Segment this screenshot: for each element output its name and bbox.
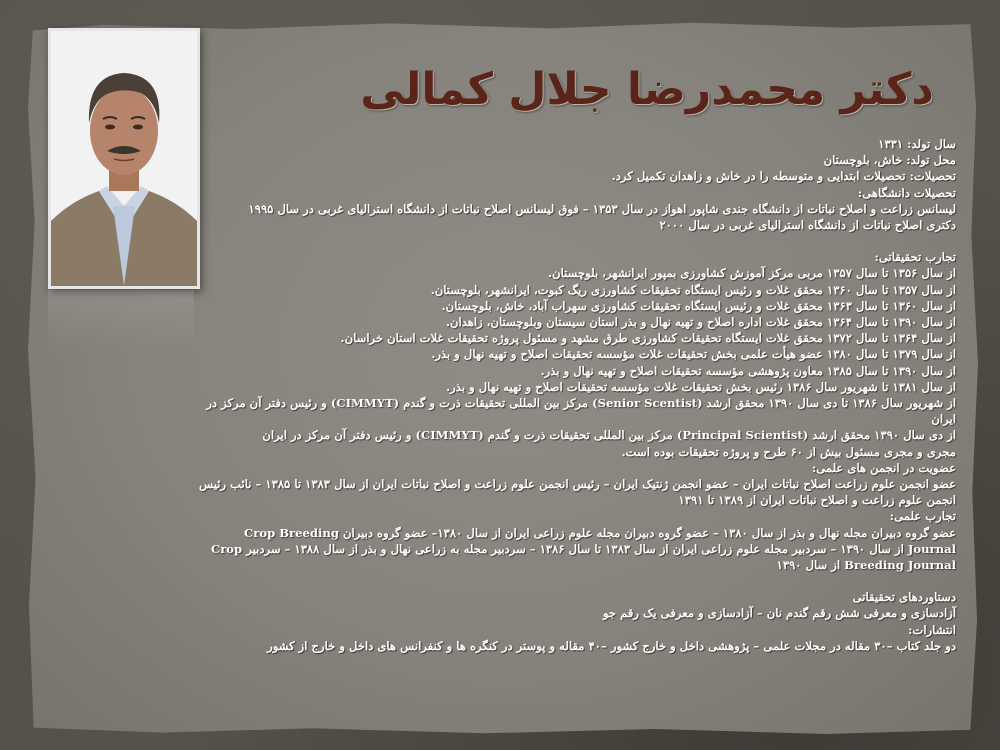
page-title: دکتر محمدرضا جلال کمالی <box>360 64 934 115</box>
experience-item: از سال ۱۳۵۶ تا سال ۱۳۵۷ مربی مرکز آموزش کشاورزی بمپور ایرانشهر، بلوچستان. <box>548 266 956 281</box>
birth-year-line: سال تولد: ۱۳۳۱ <box>878 137 956 151</box>
research-experience-heading: تجارب تحقیقاتی: <box>874 250 956 265</box>
experience-item: از سال ۱۳۷۹ تا سال ۱۳۸۰ عضو هیأت علمی بخش تحقیقات غلات مؤسسه تحقیقات اصلاح و تهیه نهال و بذر. <box>431 347 956 362</box>
experience-item: از سال ۱۳۹۰ تا سال ۱۳۸۵ معاون پژوهشی مؤسسه تحقیقات اصلاح و تهیه نهال و بذر. <box>540 363 956 378</box>
editorial-text: عضو گروه دبیران مجله نهال و بذر از سال ۱۳۸۰ – عضو گروه دبیران مجله علوم زراعی ایران از سال ۱۳۸۰– عضو گروه دبیران Crop Breeding Journal از سال ۱۳۹۰ – سردبیر مجله علوم زراعی ایران از سال ۱۳۸۳ تا سال ۱۳۸۶ – سردبیر مجله به زراعی نهال و بذر از سال ۱۳۸۸ – سردبیر Crop Breeding Journal از سال ۱۳۹۰ <box>210 525 956 573</box>
experience-item: از دی سال ۱۳۹۰ محقق ارشد (Principal Scientist) مرکز بین المللی تحقیقات ذرت و گندم (CIMMYT) و رئیس دفتر آن مرکز در ایران <box>262 428 956 443</box>
portrait-illustration <box>51 31 197 286</box>
photo-reflection <box>48 290 194 350</box>
achievements-text: آزادسازی و معرفی شش رقم گندم نان – آزادسازی و معرفی یک رقم جو <box>602 606 956 621</box>
achievements-heading: دستاوردهای تحقیقاتی <box>852 590 956 605</box>
portrait-photo <box>48 28 200 289</box>
experience-item: از سال ۱۳۶۰ تا سال ۱۳۶۳ محقق غلات و رئیس ایستگاه تحقیقات کشاورزی سهراب آباد، خاش، بلوچستان. <box>441 298 956 313</box>
experience-item: از شهریور سال ۱۳۸۶ تا دی سال ۱۳۹۰ محقق ارشد (Senior Scentist) مرکز بین المللی تحقیقات ذرت و گندم (CIMMYT) و رئیس دفتر آن مرکز در ایران <box>206 396 956 427</box>
university-education-heading: تحصیلات دانشگاهی: <box>857 185 956 200</box>
projects-line: مجری و مجری مسئول بیش از ۶۰ طرح و پروژه تحقیقات بوده است. <box>621 444 956 459</box>
publications-heading: انتشارات: <box>908 622 956 637</box>
birthplace-line: محل تولد: خاش، بلوچستان <box>823 153 956 168</box>
biography-text <box>196 136 956 654</box>
scientific-experience-heading: تجارب علمی: <box>889 509 956 524</box>
experience-item: از سال ۱۳۸۱ تا شهریور سال ۱۳۸۶ رئیس بخش تحقیقات غلات مؤسسه تحقیقات اصلاح و تهیه نهال و بذر. <box>446 379 956 394</box>
memberships-text: عضو انجمن علوم زراعت اصلاح نباتات ایران – عضو انجمن ژنتیک ایران – رئیس انجمن علوم زراعت و اصلاح نباتات ایران از سال ۱۳۸۳ تا ۱۳۸۵ – نائب رئیس انجمن علوم زراعت و اصلاح نباتات ایران از ۱۳۸۹ تا ۱۳۹۱ <box>198 477 956 508</box>
degree-line: لیسانس زراعت و اصلاح نباتات از دانشگاه جندی شاپور اهواز در سال ۱۳۵۳ – فوق لیسانس اصلاح نباتات از دانشگاه استرالیای غربی در سال ۱۹۹۵ <box>248 201 956 216</box>
phd-line: دکتری اصلاح نباتات از دانشگاه استرالیای غربی در سال ۲۰۰۰ <box>659 218 956 233</box>
spacer <box>196 573 956 589</box>
education-line: تحصیلات: تحصیلات ابتدایی و متوسطه را در خاش و زاهدان تکمیل کرد. <box>611 169 956 184</box>
experience-item: از سال ۱۳۶۴ تا سال ۱۳۷۲ محقق غلات ایستگاه تحقیقات کشاورزی طرق مشهد و مسئول پروژه تحقیقات غلات استان خراسان. <box>340 331 956 346</box>
memberships-heading: عضویت در انجمن های علمی: <box>811 460 956 475</box>
spacer <box>196 233 956 249</box>
publications-text: دو جلد کتاب –۳۰ مقاله در مجلات علمی – پژوهشی داخل و خارج کشور –۴۰ مقاله و پوستر در کنگره ها و کنفرانس های داخل و خارج از کشور <box>267 638 956 653</box>
experience-item: از سال ۱۳۵۷ تا سال ۱۳۶۰ محقق غلات و رئیس ایستگاه تحقیقات کشاورزی ریگ کبوت، ایرانشهر، بلوچستان. <box>430 282 956 297</box>
experience-item: از سال ۱۳۹۰ تا سال ۱۳۶۴ محقق غلات اداره اصلاح و تهیه نهال و بذر استان سیستان وبلوچستان، زاهدان. <box>445 315 956 330</box>
